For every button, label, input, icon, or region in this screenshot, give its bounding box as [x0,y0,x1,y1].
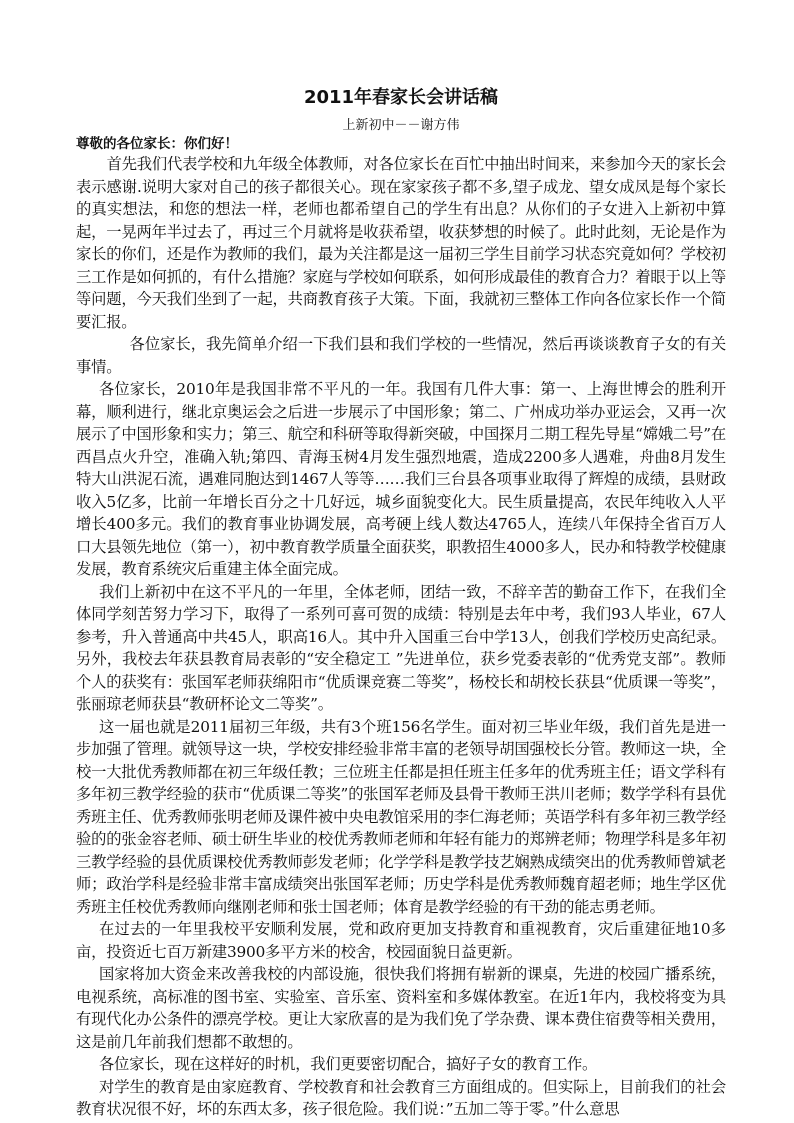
paragraph-reconstruction: 在过去的一年里我校平安顺利发展，党和政府更加支持教育和重视教育，灾后重建征地10多亩，投资近七百万新建3900多平方米的校舍，校园面貌日益更新。 [76,920,726,961]
document-page [76,84,726,1121]
paragraph-2010-events: 各位家长，2010年是我国非常不平凡的一年。我国有几件大事：第一、上海世博会的胜利开幕，顺利进行，继北京奥运会之后进一步展示了中国形象；第二、广州成功举办亚运会，又再一次展示了中国形象和实力；第三、航空和科研等取得新突破，中国探月二期工程先导星“嫦娥二号”在西昌点火升空，准确入轨;第四、青海玉树4月发生强烈地震，造成2200多人遇难，舟曲8月发生特大山洪泥石流，遇难同胞达到1467人等等……我们三台县各项事业取得了辉煌的成绩，县财政收入5亿多，比前一年增长百分之十几好远，城乡面貌变化大。民生质量提高，农民年纯收入人平增长400多元。我们的教育事业协调发展，高考硬上线人数达4765人，连续八年保持全省百万人口大县领先地位（第一），初中教育教学质量全面获奖，职教招生4000多人，民办和特教学校健康发展，教育系统灾后重建主体全面完成。 [76,380,726,578]
paragraph-cooperation: 各位家长，现在这样好的时机，我们更要密切配合，搞好子女的教育工作。 [98,1055,598,1073]
document-title: 2011年春家长会讲话稿 [303,87,499,108]
paragraph-intro: 各位家长，我先简单介绍一下我们县和我们学校的一些情况，然后再谈谈教育子女的有关事情。 [76,335,726,376]
greeting: 尊敬的各位家长：你们好！ [76,136,238,152]
paragraph-facilities: 国家将加大资金来改善我校的内部设施，很快我们将拥有崭新的课桌，先进的校园广播系统，电视系统，高标准的图书室、实验室、音乐室、资料室和多媒体教室。在近1年内，我校将变为具有现代化办公条件的漂亮学校。更让大家欣喜的是为我们免了学杂费、课本费住宿费等相关费用，这是前几年前我们想都不敢想的。 [76,965,726,1051]
paragraph-school-achievements: 我们上新初中在这不平凡的一年里，全体老师，团结一致，不辞辛苦的勤奋工作下，在我们全体同学刻苦努力学习下，取得了一系列可喜可贺的成绩：特别是去年中考，我们93人毕业，67人参考，升入普通高中共45人，职高16人。其中升入国重三台中学13人，创我们学校历史高纪录。另外，我校去年获县教育局表彰的“安全稳定工 ”先进单位，获乡党委表彰的“优秀党支部”。教师个人的获奖有：张国军老师获绵阳市“优质课竞赛二等奖”，杨校长和胡校长获县“优质课一等奖”，张丽琼老师获县“教研杯论文二等奖”。 [76,582,726,713]
author-line: 上新初中－－谢方伟 [342,118,460,133]
paragraph-education-sources: 对学生的教育是由家庭教育、学校教育和社会教育三方面组成的。但实际上，目前我们的社会教育状况很不好，坏的东西太多，孩子很危险。我们说：”五加二等于零。”什么意思 [76,1077,726,1118]
paragraph-grade-management: 这一届也就是2011届初三年级，共有3个班156名学生。面对初三毕业年级，我们首先是进一步加强了管理。就领导这一块，学校安排经验非常丰富的老领导胡国强校长分管。教师这一块，全校一大批优秀教师都在初三年级任教；三位班主任都是担任班主任多年的优秀班主任；语文学科有多年初三教学经验的获市“优质课二等奖”的张国军老师及县骨干教师王洪川老师；数学学科有县优秀班主任、优秀教师张明老师及课件被中央电教馆采用的李仁海老师；英语学科有多年初三教学经验的的张金容老师、硕士研生毕业的校优秀教师老师和年轻有能力的郑辨老师；物理学科是多年初三教学经验的县优质课校优秀教师彭发老师；化学学科是教学技艺娴熟成绩突出的优秀教师曾斌老师；政治学科是经验非常丰富成绩突出张国军老师；历史学科是优秀教师魏育超老师；地生学区优秀班主任校优秀教师向继刚老师和张士国老师；体育是教学经验的有干劲的能志勇老师。 [76,717,726,916]
paragraph-opening: 首先我们代表学校和九年级全体教师，对各位家长在百忙中抽出时间来，来参加今天的家长会表示感谢.说明大家对自己的孩子都很关心。现在家家孩子都不多,望子成龙、望女成凤是每个家长的真实想法，和您的想法一样，老师也都希望自己的学生有出息？从你们的子女进入上新初中算起，一晃两年半过去了，再过三个月就将是收获希望，收获梦想的时候了。此时此刻，无论是作为家长的你们，还是作为教师的我们，最为关注都是这一届初三学生目前学习状态究竟如何？学校初三工作是如何抓的，有什么措施？家庭与学校如何联系，如何形成最佳的教育合力？着眼于以上等等问题，今天我们坐到了一起，共商教育孩子大策。下面，我就初三整体工作向各位家长作一个简要汇报。 [76,155,726,331]
